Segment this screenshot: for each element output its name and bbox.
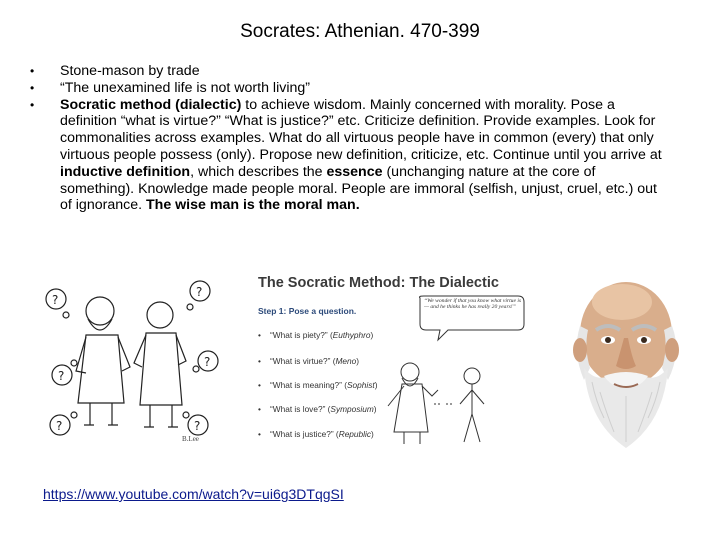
bullet-text: to achieve wisdom. Mainly concerned with morality. Pose a definition “what is virtue?” “What is justice?” etc. Criticize definition. Provide examples. Look for commonalities across examples. What do all virtuous people have in common (every) that only virtuous people possess (only). Propose new definition, criticize, etc. Continue until you arrive at bbox=[60, 96, 662, 163]
bullet-text: (unchanging nature at the core of something). Knowledge made people moral. People are immoral (selfish, unjust, cruel, etc.) out of ignorance. bbox=[60, 163, 657, 214]
socrates-bust-image bbox=[544, 272, 704, 452]
bullet-text: “The unexamined life is not worth living” bbox=[60, 79, 310, 96]
bullet-marker: • bbox=[30, 80, 35, 95]
term-essence: essence bbox=[326, 163, 383, 180]
cartoon-signature: B.Lee bbox=[182, 435, 199, 443]
dialectic-question: • “What is meaning?” (Sophist) bbox=[258, 380, 378, 390]
cartoon-two-philosophers-image bbox=[42, 275, 230, 443]
term-inductive-definition: inductive definition bbox=[60, 163, 191, 180]
svg-text:?: ? bbox=[56, 419, 63, 433]
term-socratic-method: Socratic method (dialectic) bbox=[60, 96, 242, 113]
bullet-text: Stone-mason by trade bbox=[60, 63, 200, 79]
svg-text:?: ? bbox=[204, 355, 211, 369]
bullet-text: , which describes the bbox=[190, 163, 327, 180]
bullet-unexamined-life bbox=[30, 80, 670, 97]
dialectic-slide-title: The Socratic Method: The Dialectic bbox=[258, 275, 499, 291]
dialectic-step-label: Step 1: Pose a question. bbox=[258, 306, 357, 316]
svg-text:?: ? bbox=[196, 285, 203, 299]
term-wise-man: The wise man is the moral man. bbox=[145, 197, 360, 214]
dialectic-slide-image bbox=[238, 268, 538, 451]
cartoon-drawing bbox=[42, 275, 230, 443]
dialectic-question: • “What is love?” (Symposium) bbox=[258, 404, 377, 414]
svg-text:?: ? bbox=[52, 293, 59, 307]
dialectic-question: • “What is piety?” (Euthyphro) bbox=[258, 330, 374, 340]
bullet-marker: • bbox=[30, 64, 35, 78]
slide-title: Socrates: Athenian. 470-399 bbox=[240, 21, 480, 42]
bullet-list bbox=[30, 63, 670, 214]
dialectic-question: • “What is justice?” (Republic) bbox=[258, 429, 374, 439]
svg-text:?: ? bbox=[194, 419, 201, 433]
dialectic-question: • “What is virtue?” (Meno) bbox=[258, 356, 359, 366]
dialectic-sketch-image bbox=[368, 294, 528, 449]
bullet-stonemason bbox=[30, 63, 670, 80]
bullet-socratic-method bbox=[30, 97, 670, 215]
dialectic-speech-bubble: “We wonder if that you know what virtue is — and he thinks he has really 20 years!” bbox=[424, 298, 522, 311]
youtube-video-link[interactable]: https://www.youtube.com/watch?v=ui6g3DTqgSI bbox=[43, 486, 344, 502]
svg-text:?: ? bbox=[58, 369, 65, 383]
bullet-marker: • bbox=[30, 97, 35, 112]
